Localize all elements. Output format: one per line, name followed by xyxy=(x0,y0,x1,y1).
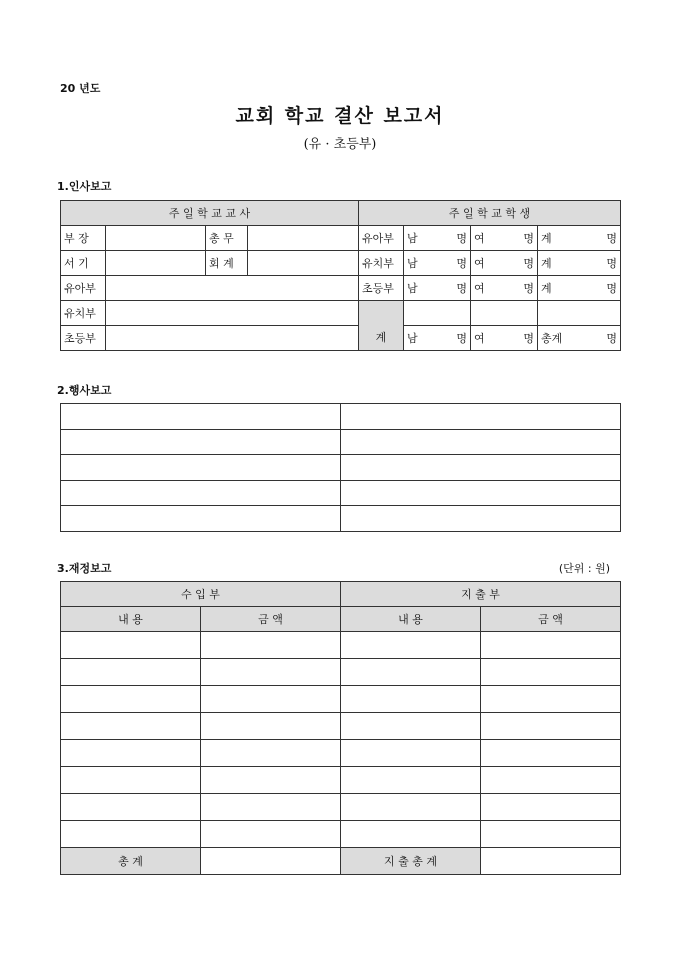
students-header: 주 일 학 교 학 생 xyxy=(359,201,621,226)
table-row xyxy=(61,632,621,659)
name-cell[interactable] xyxy=(106,326,359,351)
expense-content-cell[interactable] xyxy=(341,821,481,848)
income-amount-cell[interactable] xyxy=(201,686,341,713)
unit-note: (단위 : 원) xyxy=(558,562,610,575)
expense-amount-cell[interactable] xyxy=(481,659,621,686)
table-row xyxy=(61,404,621,430)
expense-content-header: 내 용 xyxy=(341,607,481,632)
table-row xyxy=(61,740,621,767)
income-amount-cell[interactable] xyxy=(201,794,341,821)
table-row xyxy=(61,821,621,848)
income-content-cell[interactable] xyxy=(61,659,201,686)
blank-cell xyxy=(471,301,538,326)
event-cell[interactable] xyxy=(341,404,621,430)
income-content-cell[interactable] xyxy=(61,713,201,740)
expense-content-cell[interactable] xyxy=(341,686,481,713)
income-amount-cell[interactable] xyxy=(201,767,341,794)
role-label: 회 계 xyxy=(206,251,248,276)
female-count-cell[interactable]: 여 명 xyxy=(471,226,538,251)
income-content-cell[interactable] xyxy=(61,686,201,713)
event-cell[interactable] xyxy=(341,429,621,455)
grand-total-cell[interactable]: 총계 명 xyxy=(538,326,621,351)
table-row xyxy=(61,226,621,251)
income-total-label: 총 계 xyxy=(61,848,201,875)
expense-amount-cell[interactable] xyxy=(481,794,621,821)
name-cell[interactable] xyxy=(248,251,359,276)
name-cell[interactable] xyxy=(106,301,359,326)
expense-header: 지 출 부 xyxy=(341,582,621,607)
table-row xyxy=(61,713,621,740)
role-label: 유치부 xyxy=(61,301,106,326)
year-label: 20 년도 xyxy=(60,82,101,95)
dept-label: 초등부 xyxy=(359,276,404,301)
sum-count-cell[interactable]: 계 명 xyxy=(538,251,621,276)
personnel-table xyxy=(60,200,621,351)
expense-content-cell[interactable] xyxy=(341,659,481,686)
expense-total-cell[interactable] xyxy=(481,848,621,875)
role-label: 서 기 xyxy=(61,251,106,276)
table-row xyxy=(61,767,621,794)
male-count-cell[interactable]: 남 명 xyxy=(404,226,471,251)
section-finance-heading: 3.재정보고 xyxy=(57,562,112,575)
expense-content-cell[interactable] xyxy=(341,632,481,659)
name-cell[interactable] xyxy=(248,226,359,251)
table-row xyxy=(61,659,621,686)
role-label: 총 무 xyxy=(206,226,248,251)
section-personnel-heading: 1.인사보고 xyxy=(57,180,112,193)
expense-amount-header: 금 액 xyxy=(481,607,621,632)
male-total-cell[interactable]: 남 명 xyxy=(404,326,471,351)
expense-amount-cell[interactable] xyxy=(481,740,621,767)
blank-cell xyxy=(538,301,621,326)
income-amount-cell[interactable] xyxy=(201,713,341,740)
income-content-header: 내 용 xyxy=(61,607,201,632)
sum-count-cell[interactable]: 계 명 xyxy=(538,226,621,251)
income-content-cell[interactable] xyxy=(61,794,201,821)
income-amount-cell[interactable] xyxy=(201,821,341,848)
role-label: 유아부 xyxy=(61,276,106,301)
document-subtitle: (유 · 초등부) xyxy=(303,137,377,152)
table-row xyxy=(61,326,621,351)
table-row xyxy=(61,794,621,821)
male-count-cell[interactable]: 남 명 xyxy=(404,276,471,301)
female-count-cell[interactable]: 여 명 xyxy=(471,251,538,276)
expense-content-cell[interactable] xyxy=(341,794,481,821)
table-row xyxy=(61,848,621,875)
table-row xyxy=(61,429,621,455)
events-table xyxy=(60,403,621,532)
income-amount-cell[interactable] xyxy=(201,632,341,659)
income-content-cell[interactable] xyxy=(61,767,201,794)
expense-amount-cell[interactable] xyxy=(481,686,621,713)
dept-label: 유치부 xyxy=(359,251,404,276)
event-cell[interactable] xyxy=(61,455,341,481)
income-content-cell[interactable] xyxy=(61,632,201,659)
table-row xyxy=(61,301,621,326)
female-total-cell[interactable]: 여 명 xyxy=(471,326,538,351)
male-count-cell[interactable]: 남 명 xyxy=(404,251,471,276)
income-amount-cell[interactable] xyxy=(201,659,341,686)
income-total-cell[interactable] xyxy=(201,848,341,875)
table-row xyxy=(61,506,621,532)
table-row xyxy=(61,276,621,301)
event-cell[interactable] xyxy=(61,480,341,506)
sum-count-cell[interactable]: 계 명 xyxy=(538,276,621,301)
expense-amount-cell[interactable] xyxy=(481,821,621,848)
role-label: 초등부 xyxy=(61,326,106,351)
section-events-heading: 2.행사보고 xyxy=(57,384,112,397)
income-header: 수 입 부 xyxy=(61,582,341,607)
dept-label: 유아부 xyxy=(359,226,404,251)
finance-table xyxy=(60,581,621,875)
event-cell[interactable] xyxy=(341,455,621,481)
teachers-header: 주 일 학 교 교 사 xyxy=(61,201,359,226)
expense-amount-cell[interactable] xyxy=(481,632,621,659)
table-row xyxy=(61,455,621,481)
expense-amount-cell[interactable] xyxy=(481,713,621,740)
expense-total-label: 지 출 총 계 xyxy=(341,848,481,875)
document-title: 교회 학교 결산 보고서 xyxy=(235,105,445,127)
name-cell[interactable] xyxy=(106,251,206,276)
event-cell[interactable] xyxy=(61,506,341,532)
expense-amount-cell[interactable] xyxy=(481,767,621,794)
expense-content-cell[interactable] xyxy=(341,740,481,767)
income-content-cell[interactable] xyxy=(61,821,201,848)
table-row xyxy=(61,480,621,506)
event-cell[interactable] xyxy=(341,480,621,506)
expense-content-cell[interactable] xyxy=(341,713,481,740)
expense-content-cell[interactable] xyxy=(341,767,481,794)
event-cell[interactable] xyxy=(61,429,341,455)
income-amount-cell[interactable] xyxy=(201,740,341,767)
table-row xyxy=(61,251,621,276)
total-row-label: 계 xyxy=(359,301,404,351)
table-row xyxy=(61,686,621,713)
income-content-cell[interactable] xyxy=(61,740,201,767)
female-count-cell[interactable]: 여 명 xyxy=(471,276,538,301)
name-cell[interactable] xyxy=(106,226,206,251)
event-cell[interactable] xyxy=(341,506,621,532)
blank-cell xyxy=(404,301,471,326)
role-label: 부 장 xyxy=(61,226,106,251)
name-cell[interactable] xyxy=(106,276,359,301)
event-cell[interactable] xyxy=(61,404,341,430)
income-amount-header: 금 액 xyxy=(201,607,341,632)
